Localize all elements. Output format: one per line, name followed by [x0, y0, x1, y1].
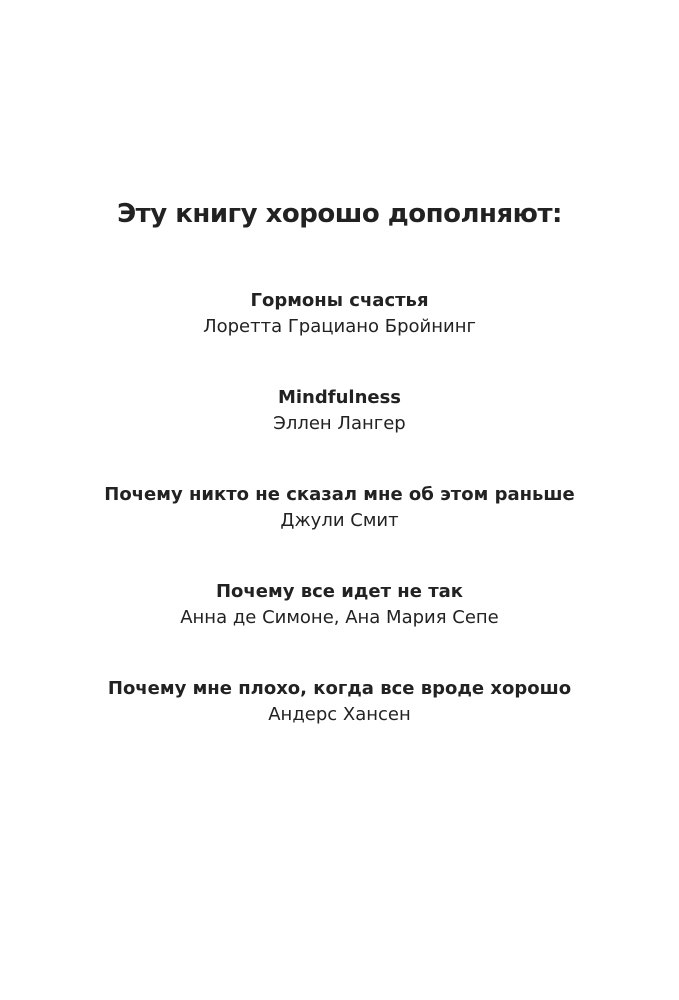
book-title: Почему никто не сказал мне об этом раньше — [104, 484, 575, 505]
book-author: Джули Смит — [280, 510, 399, 531]
book-title: Почему все идет не так — [215, 581, 463, 602]
book-author: Лоретта Грациано Бройнинг — [203, 316, 476, 337]
recommended-books-list — [0, 288, 679, 773]
book-author: Андерс Хансен — [268, 704, 411, 725]
book-author: Анна де Симоне, Ана Мария Сепе — [180, 607, 499, 628]
book-entry — [0, 676, 679, 773]
book-title: Почему мне плохо, когда все вроде хорошо — [107, 678, 572, 699]
book-entry — [0, 288, 679, 385]
book-entry — [0, 482, 679, 579]
book-entry — [0, 579, 679, 676]
book-author: Эллен Лангер — [273, 413, 406, 434]
book-entry — [0, 385, 679, 482]
book-title: Гормоны счастья — [250, 290, 429, 311]
page-heading: Эту книгу хорошо дополняют: — [117, 199, 562, 229]
book-title: Mindfulness — [277, 387, 402, 408]
